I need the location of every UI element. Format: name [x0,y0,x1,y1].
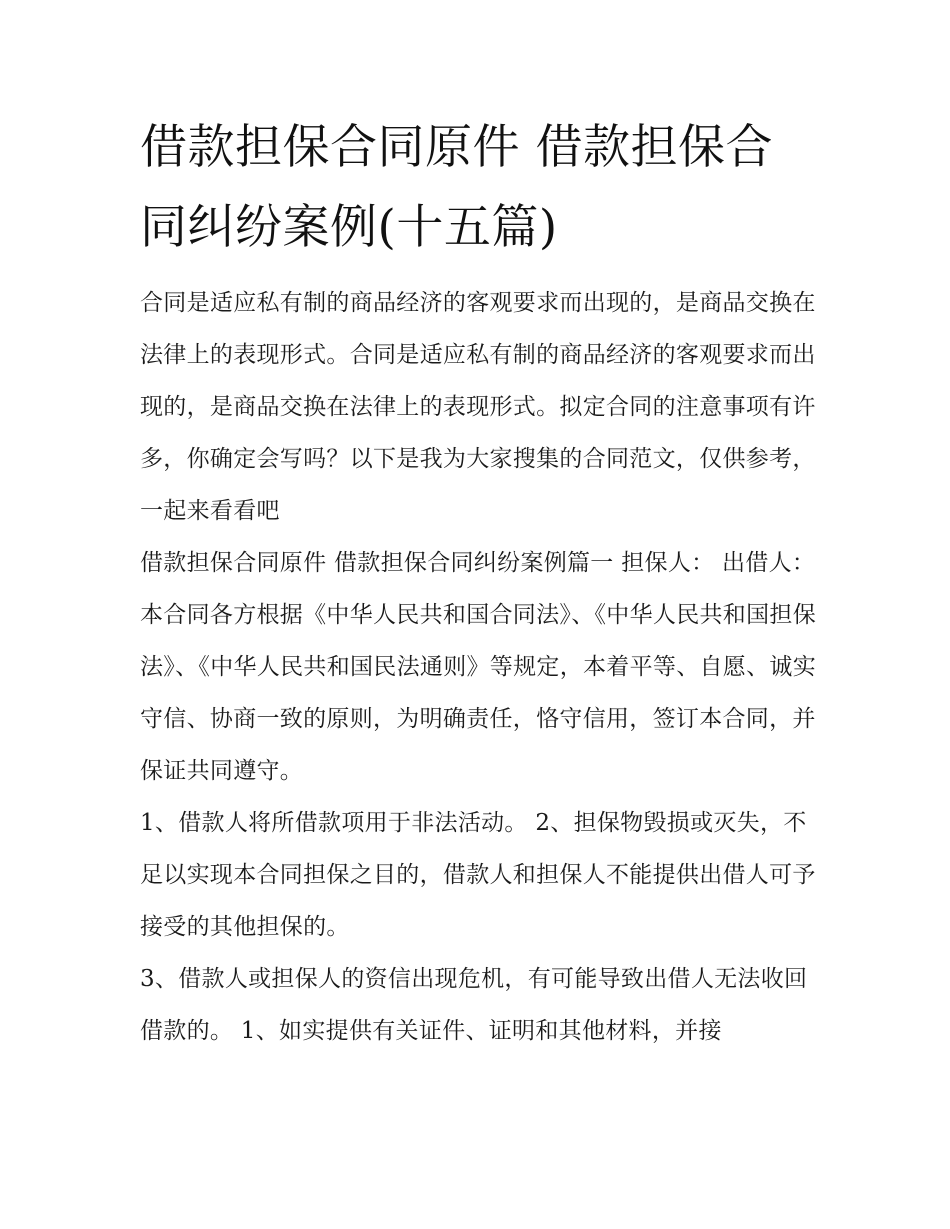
paragraph-parties: 借款担保合同原件 借款担保合同纠纷案例篇一 担保人： 出借人： [140,550,816,576]
document-title: 借款担保合同原件 借款担保合同纠纷案例(十五篇) [140,120,773,255]
paragraph-clause-1-2: 1、借款人将所借款项用于非法活动。 2、担保物毁损或灭失，不足以实现本合同担保之目的，借款人和担保人不能提供出借人可予接受的其他担保的。 [140,810,816,940]
paragraph-clause-3: 3、借款人或担保人的资信出现危机，有可能导致出借人无法收回借款的。 1、如实提供有关证件、证明和其他材料，并接 [140,966,808,1044]
paragraph-intro: 合同是适应私有制的商品经济的客观要求而出现的，是商品交换在法律上的表现形式。合同是适应私有制的商品经济的客观要求而出现的，是商品交换在法律上的表现形式。拟定合同的注意事项有许多，你确定会写吗？以下是我为大家搜集的合同范文，仅供参考，一起来看看吧 [140,290,816,524]
document-body [140,108,820,1057]
paragraph-legal-basis: 本合同各方根据《中华人民共和国合同法》、《中华人民共和国担保法》、《中华人民共和国民法通则》等规定，本着平等、自愿、诚实守信、协商一致的原则，为明确责任，恪守信用，签订本合同，并保证共同遵守。 [140,602,816,784]
